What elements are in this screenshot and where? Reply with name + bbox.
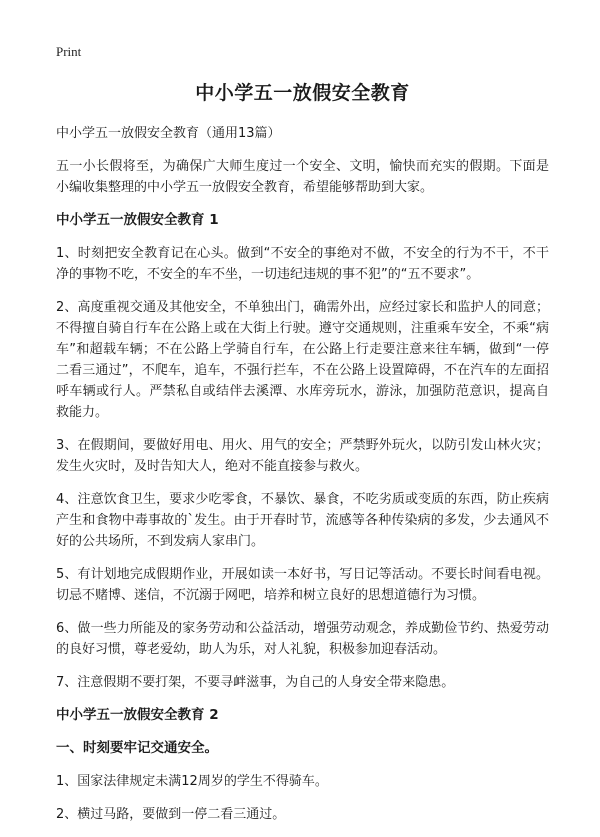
section-2-heading: 中小学五一放假安全教育 2 [56,707,219,723]
document-page [56,78,549,837]
section-2-item-2: 2、横过马路，要做到一停二看三通过。 [56,807,286,822]
intro-paragraph: 五一小长假将至，为确保广大师生度过一个安全、文明，愉快而充实的假期。下面是小编收集整理的中小学五一放假安全教育，希望能够帮助到大家。 [56,159,549,195]
print-label: Print [56,44,82,59]
section-2-item-1: 1、国家法律规定未满12周岁的学生不得骑车。 [56,774,328,789]
section-1-item-6: 6、做一些力所能及的家务劳动和公益活动，增强劳动观念，养成勤俭节约、热爱劳动的良好习惯，尊老爱幼，助人为乐，对人礼貌，积极参加迎春活动。 [56,621,549,657]
section-1-heading: 中小学五一放假安全教育 1 [56,212,219,228]
document-subtitle: 中小学五一放假安全教育（通用13篇） [56,126,281,141]
section-1-item-5: 5、有计划地完成假期作业，开展如读一本好书，写日记等活动。不要长时间看电视。切忌不赌博、迷信，不沉溺于网吧，培养和树立良好的思想道德行为习惯。 [56,567,549,603]
section-1-item-2: 2、高度重视交通及其他安全，不单独出门，确需外出，应经过家长和监护人的同意；不得擅自骑自行车在公路上或在大街上行驶。遵守交通规则，注重乘车安全，不乘“病车”和超载车辆；不在公路上学骑自行车，在公路上行走要注意来往车辆，做到“一停二看三通过”，不爬车，追车，不强行拦车，不在公路上设置障碍，不在汽车的左面招呼车辆或行人。严禁私自或结伴去溪潭、水库旁玩水，游泳，加强防范意识，提高自救能力。 [56,300,549,420]
section-1-item-4: 4、注意饮食卫生，要求少吃零食，不暴饮、暴食，不吃劣质或变质的东西，防止疾病产生和食物中毒事故的`发生。由于开春时节，流感等各种传染病的多发，少去通风不好的公共场所，不到发病人家串门。 [56,492,549,549]
page-title: 中小学五一放假安全教育 [195,82,410,104]
section-2-subheading: 一、时刻要牢记交通安全。 [56,740,218,756]
section-1-item-7: 7、注意假期不要打架，不要寻衅滋事，为自己的人身安全带来隐患。 [56,675,455,690]
section-1-item-3: 3、在假期间，要做好用电、用火、用气的安全；严禁野外玩火，以防引发山林火灾；发生火灾时，及时告知大人，绝对不能直接参与救火。 [56,438,549,474]
section-1-item-1: 1、时刻把安全教育记在心头。做到“不安全的事绝对不做，不安全的行为不干，不干净的事物不吃，不安全的车不坐，一切违纪违规的事不犯”的“五不要求”。 [56,246,549,282]
